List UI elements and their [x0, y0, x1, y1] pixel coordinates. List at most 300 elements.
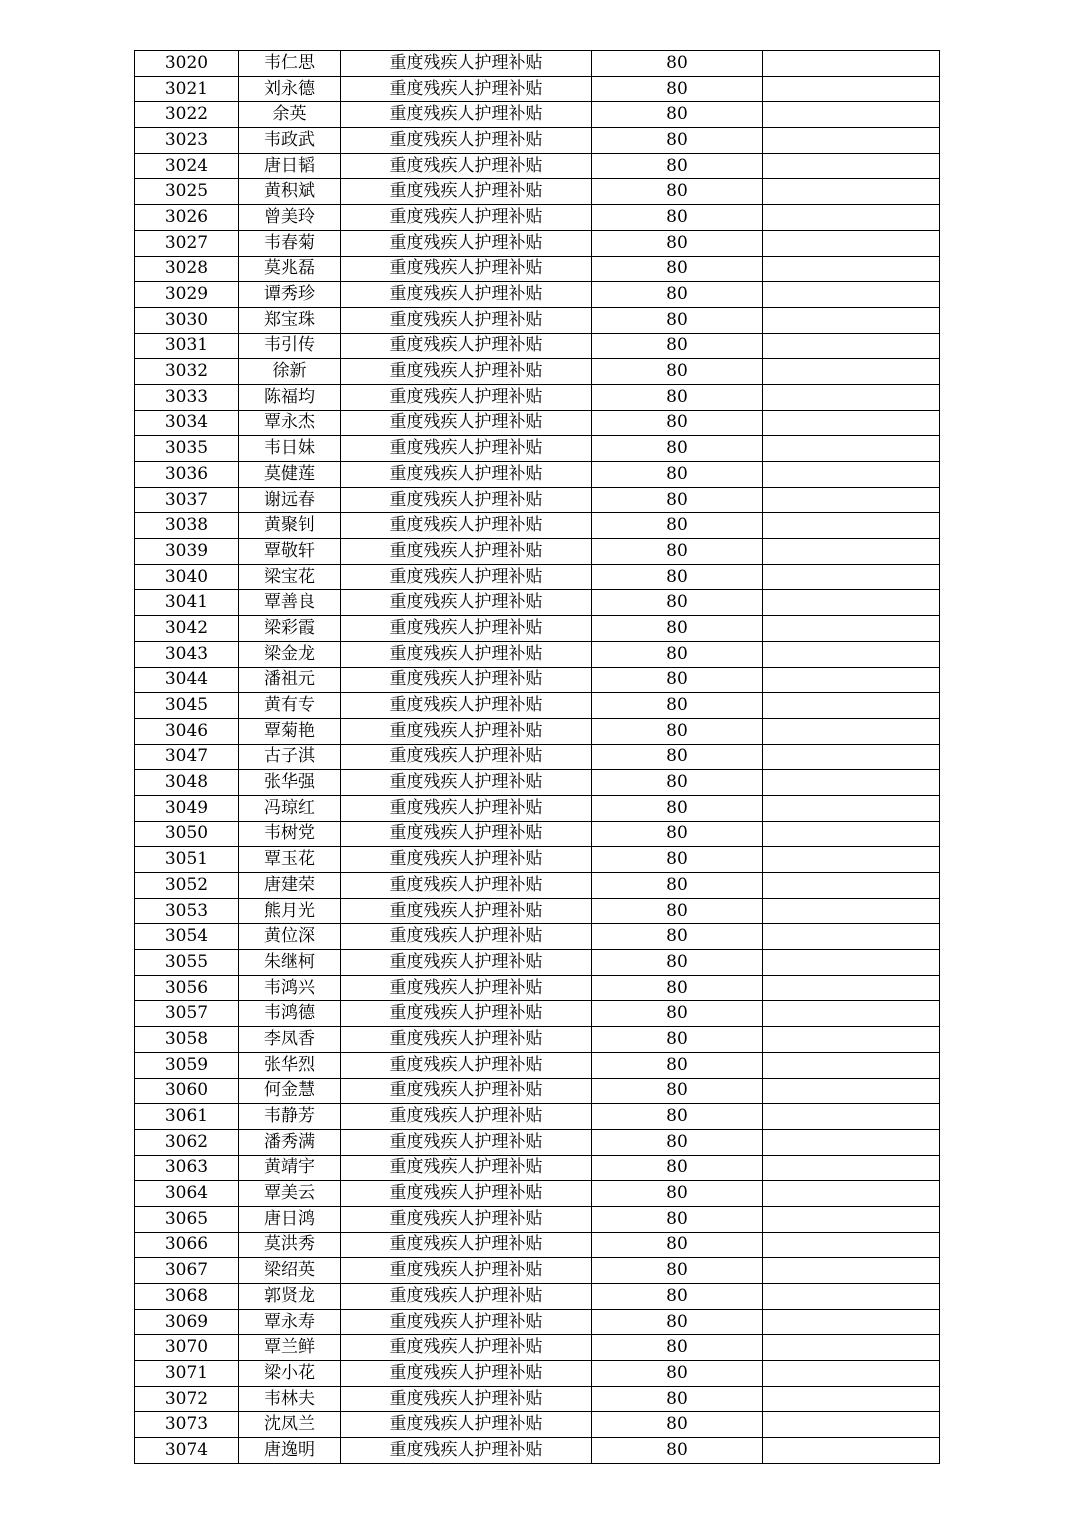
row-number-cell: 3070: [135, 1335, 239, 1361]
remarks-cell: [763, 1104, 940, 1130]
amount-cell: 80: [592, 102, 763, 128]
amount-cell: 80: [592, 1155, 763, 1181]
subsidy-type-cell: 重度残疾人护理补贴: [341, 1258, 592, 1284]
person-name-cell: 覃菊艳: [239, 718, 341, 744]
row-number-cell: 3042: [135, 616, 239, 642]
remarks-cell: [763, 564, 940, 590]
table-row: [135, 462, 940, 488]
row-number-cell: 3021: [135, 76, 239, 102]
table-row: [135, 205, 940, 231]
table-row: [135, 667, 940, 693]
row-number-cell: 3061: [135, 1104, 239, 1130]
subsidy-type-cell: 重度残疾人护理补贴: [341, 487, 592, 513]
row-number-cell: 3072: [135, 1386, 239, 1412]
remarks-cell: [763, 873, 940, 899]
table-row: [135, 564, 940, 590]
person-name-cell: 徐新: [239, 359, 341, 385]
amount-cell: 80: [592, 51, 763, 77]
row-number-cell: 3053: [135, 898, 239, 924]
subsidy-type-cell: 重度残疾人护理补贴: [341, 102, 592, 128]
subsidy-type-cell: 重度残疾人护理补贴: [341, 667, 592, 693]
row-number-cell: 3067: [135, 1258, 239, 1284]
person-name-cell: 陈福均: [239, 384, 341, 410]
person-name-cell: 何金慧: [239, 1078, 341, 1104]
subsidy-type-cell: 重度残疾人护理补贴: [341, 770, 592, 796]
remarks-cell: [763, 1129, 940, 1155]
remarks-cell: [763, 76, 940, 102]
subsidy-type-cell: 重度残疾人护理补贴: [341, 1155, 592, 1181]
person-name-cell: 黄位深: [239, 924, 341, 950]
subsidy-type-cell: 重度残疾人护理补贴: [341, 153, 592, 179]
subsidy-roster-table: [134, 50, 940, 1464]
subsidy-type-cell: 重度残疾人护理补贴: [341, 1309, 592, 1335]
person-name-cell: 黄积斌: [239, 179, 341, 205]
amount-cell: 80: [592, 179, 763, 205]
person-name-cell: 刘永德: [239, 76, 341, 102]
remarks-cell: [763, 359, 940, 385]
person-name-cell: 朱继柯: [239, 950, 341, 976]
row-number-cell: 3065: [135, 1206, 239, 1232]
row-number-cell: 3046: [135, 718, 239, 744]
row-number-cell: 3073: [135, 1412, 239, 1438]
person-name-cell: 熊月光: [239, 898, 341, 924]
person-name-cell: 黄靖宇: [239, 1155, 341, 1181]
row-number-cell: 3028: [135, 256, 239, 282]
amount-cell: 80: [592, 1412, 763, 1438]
amount-cell: 80: [592, 128, 763, 154]
person-name-cell: 覃敬轩: [239, 539, 341, 565]
amount-cell: 80: [592, 153, 763, 179]
table-row: [135, 616, 940, 642]
table-row: [135, 1335, 940, 1361]
person-name-cell: 韦鸿德: [239, 1001, 341, 1027]
table-row: [135, 513, 940, 539]
subsidy-type-cell: 重度残疾人护理补贴: [341, 384, 592, 410]
person-name-cell: 潘秀满: [239, 1129, 341, 1155]
remarks-cell: [763, 539, 940, 565]
row-number-cell: 3063: [135, 1155, 239, 1181]
subsidy-type-cell: 重度残疾人护理补贴: [341, 436, 592, 462]
remarks-cell: [763, 513, 940, 539]
person-name-cell: 谭秀珍: [239, 282, 341, 308]
subsidy-type-cell: 重度残疾人护理补贴: [341, 462, 592, 488]
person-name-cell: 韦引传: [239, 333, 341, 359]
row-number-cell: 3033: [135, 384, 239, 410]
subsidy-type-cell: 重度残疾人护理补贴: [341, 128, 592, 154]
table-row: [135, 359, 940, 385]
subsidy-type-cell: 重度残疾人护理补贴: [341, 1129, 592, 1155]
person-name-cell: 梁绍英: [239, 1258, 341, 1284]
remarks-cell: [763, 384, 940, 410]
subsidy-type-cell: 重度残疾人护理补贴: [341, 1335, 592, 1361]
amount-cell: 80: [592, 410, 763, 436]
remarks-cell: [763, 1412, 940, 1438]
row-number-cell: 3034: [135, 410, 239, 436]
subsidy-type-cell: 重度残疾人护理补贴: [341, 1027, 592, 1053]
person-name-cell: 张华烈: [239, 1052, 341, 1078]
remarks-cell: [763, 205, 940, 231]
remarks-cell: [763, 436, 940, 462]
amount-cell: 80: [592, 307, 763, 333]
amount-cell: 80: [592, 1232, 763, 1258]
person-name-cell: 覃永杰: [239, 410, 341, 436]
subsidy-type-cell: 重度残疾人护理补贴: [341, 256, 592, 282]
person-name-cell: 覃美云: [239, 1181, 341, 1207]
table-row: [135, 1206, 940, 1232]
table-row: [135, 1052, 940, 1078]
remarks-cell: [763, 1155, 940, 1181]
amount-cell: 80: [592, 1438, 763, 1464]
amount-cell: 80: [592, 282, 763, 308]
remarks-cell: [763, 693, 940, 719]
row-number-cell: 3049: [135, 795, 239, 821]
table-row: [135, 1412, 940, 1438]
table-row: [135, 1104, 940, 1130]
subsidy-type-cell: 重度残疾人护理补贴: [341, 641, 592, 667]
remarks-cell: [763, 744, 940, 770]
subsidy-type-cell: 重度残疾人护理补贴: [341, 307, 592, 333]
subsidy-type-cell: 重度残疾人护理补贴: [341, 1052, 592, 1078]
row-number-cell: 3050: [135, 821, 239, 847]
table-row: [135, 1078, 940, 1104]
table-row: [135, 950, 940, 976]
amount-cell: 80: [592, 718, 763, 744]
person-name-cell: 黄聚钊: [239, 513, 341, 539]
amount-cell: 80: [592, 539, 763, 565]
person-name-cell: 郑宝珠: [239, 307, 341, 333]
table-row: [135, 179, 940, 205]
subsidy-type-cell: 重度残疾人护理补贴: [341, 230, 592, 256]
subsidy-type-cell: 重度残疾人护理补贴: [341, 205, 592, 231]
remarks-cell: [763, 230, 940, 256]
subsidy-type-cell: 重度残疾人护理补贴: [341, 51, 592, 77]
table-row: [135, 1361, 940, 1387]
row-number-cell: 3035: [135, 436, 239, 462]
amount-cell: 80: [592, 1361, 763, 1387]
table-row: [135, 693, 940, 719]
table-row: [135, 590, 940, 616]
remarks-cell: [763, 153, 940, 179]
person-name-cell: 覃善良: [239, 590, 341, 616]
amount-cell: 80: [592, 1386, 763, 1412]
table-row: [135, 539, 940, 565]
table-row: [135, 898, 940, 924]
subsidy-type-cell: 重度残疾人护理补贴: [341, 1284, 592, 1310]
person-name-cell: 莫洪秀: [239, 1232, 341, 1258]
remarks-cell: [763, 667, 940, 693]
row-number-cell: 3032: [135, 359, 239, 385]
row-number-cell: 3026: [135, 205, 239, 231]
person-name-cell: 唐逸明: [239, 1438, 341, 1464]
row-number-cell: 3068: [135, 1284, 239, 1310]
subsidy-type-cell: 重度残疾人护理补贴: [341, 1232, 592, 1258]
subsidy-type-cell: 重度残疾人护理补贴: [341, 179, 592, 205]
remarks-cell: [763, 1284, 940, 1310]
table-row: [135, 795, 940, 821]
row-number-cell: 3025: [135, 179, 239, 205]
remarks-cell: [763, 51, 940, 77]
subsidy-type-cell: 重度残疾人护理补贴: [341, 1361, 592, 1387]
table-row: [135, 256, 940, 282]
subsidy-type-cell: 重度残疾人护理补贴: [341, 513, 592, 539]
remarks-cell: [763, 1438, 940, 1464]
amount-cell: 80: [592, 462, 763, 488]
subsidy-type-cell: 重度残疾人护理补贴: [341, 1181, 592, 1207]
remarks-cell: [763, 282, 940, 308]
subsidy-type-cell: 重度残疾人护理补贴: [341, 950, 592, 976]
table-row: [135, 487, 940, 513]
table-row: [135, 333, 940, 359]
row-number-cell: 3030: [135, 307, 239, 333]
subsidy-type-cell: 重度残疾人护理补贴: [341, 282, 592, 308]
amount-cell: 80: [592, 744, 763, 770]
remarks-cell: [763, 1232, 940, 1258]
person-name-cell: 梁小花: [239, 1361, 341, 1387]
row-number-cell: 3066: [135, 1232, 239, 1258]
person-name-cell: 潘祖元: [239, 667, 341, 693]
row-number-cell: 3052: [135, 873, 239, 899]
person-name-cell: 覃玉花: [239, 847, 341, 873]
remarks-cell: [763, 1078, 940, 1104]
subsidy-type-cell: 重度残疾人护理补贴: [341, 616, 592, 642]
subsidy-type-cell: 重度残疾人护理补贴: [341, 975, 592, 1001]
person-name-cell: 沈凤兰: [239, 1412, 341, 1438]
subsidy-type-cell: 重度残疾人护理补贴: [341, 1438, 592, 1464]
amount-cell: 80: [592, 230, 763, 256]
amount-cell: 80: [592, 205, 763, 231]
amount-cell: 80: [592, 1104, 763, 1130]
subsidy-type-cell: 重度残疾人护理补贴: [341, 1078, 592, 1104]
amount-cell: 80: [592, 950, 763, 976]
person-name-cell: 梁宝花: [239, 564, 341, 590]
amount-cell: 80: [592, 76, 763, 102]
table-row: [135, 1386, 940, 1412]
amount-cell: 80: [592, 975, 763, 1001]
row-number-cell: 3024: [135, 153, 239, 179]
amount-cell: 80: [592, 384, 763, 410]
row-number-cell: 3056: [135, 975, 239, 1001]
amount-cell: 80: [592, 924, 763, 950]
amount-cell: 80: [592, 667, 763, 693]
person-name-cell: 余英: [239, 102, 341, 128]
subsidy-type-cell: 重度残疾人护理补贴: [341, 1386, 592, 1412]
row-number-cell: 3038: [135, 513, 239, 539]
table-row: [135, 1155, 940, 1181]
row-number-cell: 3031: [135, 333, 239, 359]
table-row: [135, 718, 940, 744]
subsidy-type-cell: 重度残疾人护理补贴: [341, 590, 592, 616]
subsidy-type-cell: 重度残疾人护理补贴: [341, 847, 592, 873]
row-number-cell: 3058: [135, 1027, 239, 1053]
person-name-cell: 莫健莲: [239, 462, 341, 488]
row-number-cell: 3022: [135, 102, 239, 128]
person-name-cell: 张华强: [239, 770, 341, 796]
person-name-cell: 梁金龙: [239, 641, 341, 667]
amount-cell: 80: [592, 1335, 763, 1361]
amount-cell: 80: [592, 873, 763, 899]
amount-cell: 80: [592, 821, 763, 847]
remarks-cell: [763, 410, 940, 436]
remarks-cell: [763, 950, 940, 976]
table-row: [135, 641, 940, 667]
amount-cell: 80: [592, 1258, 763, 1284]
amount-cell: 80: [592, 770, 763, 796]
table-row: [135, 230, 940, 256]
amount-cell: 80: [592, 1078, 763, 1104]
row-number-cell: 3044: [135, 667, 239, 693]
table-row: [135, 770, 940, 796]
person-name-cell: 郭贤龙: [239, 1284, 341, 1310]
person-name-cell: 韦鸿兴: [239, 975, 341, 1001]
subsidy-type-cell: 重度残疾人护理补贴: [341, 924, 592, 950]
remarks-cell: [763, 770, 940, 796]
remarks-cell: [763, 1181, 940, 1207]
row-number-cell: 3059: [135, 1052, 239, 1078]
remarks-cell: [763, 641, 940, 667]
row-number-cell: 3040: [135, 564, 239, 590]
row-number-cell: 3039: [135, 539, 239, 565]
person-name-cell: 韦日妹: [239, 436, 341, 462]
remarks-cell: [763, 975, 940, 1001]
row-number-cell: 3029: [135, 282, 239, 308]
person-name-cell: 莫兆磊: [239, 256, 341, 282]
table-row: [135, 1001, 940, 1027]
amount-cell: 80: [592, 1052, 763, 1078]
subsidy-type-cell: 重度残疾人护理补贴: [341, 564, 592, 590]
table-row: [135, 744, 940, 770]
remarks-cell: [763, 102, 940, 128]
subsidy-type-cell: 重度残疾人护理补贴: [341, 1206, 592, 1232]
table-row: [135, 873, 940, 899]
table-row: [135, 282, 940, 308]
table-row: [135, 847, 940, 873]
amount-cell: 80: [592, 590, 763, 616]
row-number-cell: 3064: [135, 1181, 239, 1207]
person-name-cell: 唐日鸿: [239, 1206, 341, 1232]
subsidy-type-cell: 重度残疾人护理补贴: [341, 744, 592, 770]
table-row: [135, 975, 940, 1001]
amount-cell: 80: [592, 641, 763, 667]
remarks-cell: [763, 462, 940, 488]
subsidy-type-cell: 重度残疾人护理补贴: [341, 873, 592, 899]
person-name-cell: 黄有专: [239, 693, 341, 719]
remarks-cell: [763, 128, 940, 154]
remarks-cell: [763, 256, 940, 282]
remarks-cell: [763, 616, 940, 642]
person-name-cell: 谢远春: [239, 487, 341, 513]
table-row: [135, 1438, 940, 1464]
person-name-cell: 韦春菊: [239, 230, 341, 256]
remarks-cell: [763, 1386, 940, 1412]
row-number-cell: 3023: [135, 128, 239, 154]
table-row: [135, 1232, 940, 1258]
row-number-cell: 3060: [135, 1078, 239, 1104]
subsidy-type-cell: 重度残疾人护理补贴: [341, 539, 592, 565]
row-number-cell: 3051: [135, 847, 239, 873]
remarks-cell: [763, 924, 940, 950]
amount-cell: 80: [592, 564, 763, 590]
table-row: [135, 51, 940, 77]
subsidy-type-cell: 重度残疾人护理补贴: [341, 1104, 592, 1130]
subsidy-type-cell: 重度残疾人护理补贴: [341, 1412, 592, 1438]
row-number-cell: 3020: [135, 51, 239, 77]
table-row: [135, 1258, 940, 1284]
remarks-cell: [763, 590, 940, 616]
amount-cell: 80: [592, 1284, 763, 1310]
person-name-cell: 唐建荣: [239, 873, 341, 899]
person-name-cell: 韦林夫: [239, 1386, 341, 1412]
table-row: [135, 1027, 940, 1053]
remarks-cell: [763, 307, 940, 333]
row-number-cell: 3027: [135, 230, 239, 256]
row-number-cell: 3036: [135, 462, 239, 488]
person-name-cell: 韦政武: [239, 128, 341, 154]
row-number-cell: 3057: [135, 1001, 239, 1027]
subsidy-type-cell: 重度残疾人护理补贴: [341, 795, 592, 821]
remarks-cell: [763, 1052, 940, 1078]
subsidy-type-cell: 重度残疾人护理补贴: [341, 821, 592, 847]
person-name-cell: 冯琼红: [239, 795, 341, 821]
table-row: [135, 1129, 940, 1155]
table-row: [135, 384, 940, 410]
remarks-cell: [763, 1001, 940, 1027]
remarks-cell: [763, 333, 940, 359]
row-number-cell: 3043: [135, 641, 239, 667]
row-number-cell: 3074: [135, 1438, 239, 1464]
remarks-cell: [763, 795, 940, 821]
person-name-cell: 曾美玲: [239, 205, 341, 231]
remarks-cell: [763, 1309, 940, 1335]
amount-cell: 80: [592, 256, 763, 282]
table-row: [135, 76, 940, 102]
row-number-cell: 3069: [135, 1309, 239, 1335]
subsidy-type-cell: 重度残疾人护理补贴: [341, 898, 592, 924]
row-number-cell: 3054: [135, 924, 239, 950]
amount-cell: 80: [592, 1001, 763, 1027]
table-row: [135, 1309, 940, 1335]
row-number-cell: 3041: [135, 590, 239, 616]
person-name-cell: 韦树党: [239, 821, 341, 847]
subsidy-type-cell: 重度残疾人护理补贴: [341, 359, 592, 385]
subsidy-type-cell: 重度残疾人护理补贴: [341, 333, 592, 359]
remarks-cell: [763, 1361, 940, 1387]
amount-cell: 80: [592, 1309, 763, 1335]
amount-cell: 80: [592, 1129, 763, 1155]
remarks-cell: [763, 1258, 940, 1284]
subsidy-type-cell: 重度残疾人护理补贴: [341, 1001, 592, 1027]
remarks-cell: [763, 487, 940, 513]
subsidy-type-cell: 重度残疾人护理补贴: [341, 76, 592, 102]
remarks-cell: [763, 847, 940, 873]
table-row: [135, 436, 940, 462]
person-name-cell: 古子淇: [239, 744, 341, 770]
amount-cell: 80: [592, 513, 763, 539]
subsidy-type-cell: 重度残疾人护理补贴: [341, 410, 592, 436]
remarks-cell: [763, 1335, 940, 1361]
remarks-cell: [763, 821, 940, 847]
row-number-cell: 3062: [135, 1129, 239, 1155]
amount-cell: 80: [592, 487, 763, 513]
row-number-cell: 3048: [135, 770, 239, 796]
amount-cell: 80: [592, 795, 763, 821]
amount-cell: 80: [592, 847, 763, 873]
remarks-cell: [763, 898, 940, 924]
amount-cell: 80: [592, 1206, 763, 1232]
table-row: [135, 1181, 940, 1207]
table-row: [135, 102, 940, 128]
person-name-cell: 韦仁思: [239, 51, 341, 77]
row-number-cell: 3055: [135, 950, 239, 976]
